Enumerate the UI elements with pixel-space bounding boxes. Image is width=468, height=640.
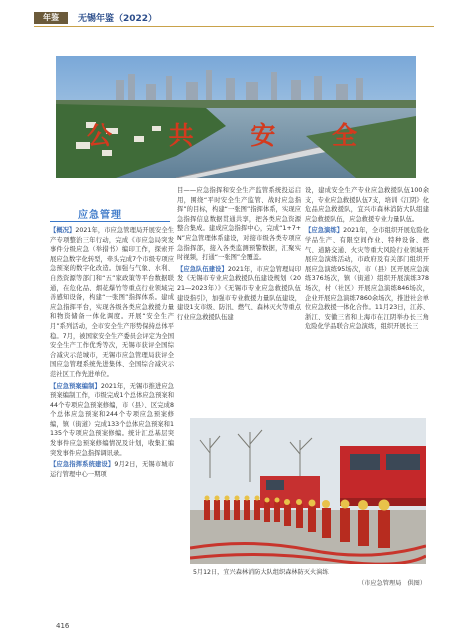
paragraph-text: 设，建成安全生产专业应急救援队伍100余支，专业应急救援队伍7支，培训《江阴》化危品应急救援队，宜兴市森林消防大队组建应急救援队伍，应急救援专业力量队伍。 xyxy=(305,187,429,223)
book-title: 无锡年鉴（2022） xyxy=(78,14,158,24)
header-rule xyxy=(34,26,434,27)
paragraph-text: 2021年，市应急管理局印发《无锡市专业应急救援队伍建设规划（2021—2023年）》《无锡市专业应急救援队伍建设指引》，加强市专业救援力量队伍建设，建设1支市级、防汛、燃气、森林灭火等重点行业应急救援队伍建 xyxy=(177,265,301,321)
paragraph-team-building xyxy=(177,265,301,323)
paragraph-heading: 【应急演练】 xyxy=(305,227,344,235)
paragraph-continued xyxy=(177,186,301,263)
paragraph-heading: 【应急预案编制】 xyxy=(50,382,101,390)
page-number: 416 xyxy=(56,622,70,630)
paragraph-overview xyxy=(50,226,174,380)
paragraph-plan-compilation xyxy=(50,382,174,459)
paragraph-continued xyxy=(305,186,429,224)
paragraph-heading: 【概况】 xyxy=(50,227,76,234)
text-column-2 xyxy=(177,186,301,322)
drill-photo-illustration xyxy=(190,418,426,564)
text-column-3 xyxy=(305,186,429,332)
photo-credit: （市应急管理局 供图） xyxy=(358,580,427,587)
page-header xyxy=(0,0,468,26)
section-title: 应急管理 xyxy=(78,210,122,221)
yearbook-logo: 年鉴 xyxy=(34,12,68,24)
paragraph-drills xyxy=(305,226,429,332)
banner-title: 公 共 安 全 xyxy=(86,121,382,150)
paragraph-text: 9月2日，无锡市城市运行管理中心一期项 xyxy=(50,461,174,478)
paragraph-heading: 【应急队伍建设】 xyxy=(177,265,228,273)
text-column-1 xyxy=(50,226,174,479)
paragraph-text: 2021年，市应急管理局开展安全生产专项整治三年行动，完成《市应急局突发事件分级应急（举措书）编印工作，探索开展应急数字化转型，牵头完成7个市级专项应急预案的数字化改造。加强与气象、水利、自然资源等部门和“五”家政策等平台数据联通，在危化品、烟花爆竹等重点行业领域完善感知设备，构建“一张图”指挥体系。建成应急指挥平台，实现各级各类应急救援力量和物资储备一体化调度。开展“安全生产月”系列活动，全市安全生产形势保持总体平稳。7月，被国家安全生产委员会评定为全国安全生产工作优秀等次，无锡市获评全国综合减灾示范城市，无锡市应急管理局获评全国应急管理系统先进集体、全国综合减灾示范社区工作先进单位。 xyxy=(50,227,174,378)
paragraph-heading: 【应急指挥系统建设】 xyxy=(50,461,115,469)
paragraph-text: 2021年，无锡市推进应急预案编制工作，市级完成1个总体应急预案和44个专项应急预案修编，市（县）、区完成8个总体应急预案和244个专项应急预案修编，镇（街道）完成133个总体应急预案和1135个专项应急预案修编。统计汇总基层突发事件应急预案修编情况及计划，收集汇编突发事件应急指挥调讯录。 xyxy=(50,382,174,457)
paragraph-text: 2021年，全市组织开展危险化学品生产、有限空间作业、特种设备、燃气、道路交通、火灾等重大风险行业领域开展应急演练活动，市政府及有关部门组织开展应急演练95场次，市（县）区开展应急演练376场次，镇（街道）组织开展演练378场次，村（社区）开展应急演练846场次，企业开展应急演练7860余场次，推进社会单位应急救援一体化合作。11月23日，江苏、浙江、安徽三省和上海市在江阴举办长三角危险化学品联合应急演练，组织开展长三 xyxy=(305,227,429,331)
paragraph-command-system xyxy=(50,460,174,479)
paragraph-text: 目——应急指挥和安全生产监管系统投运启用，围绕“平时安全生产监管、战时应急指挥”的目标，构建“一张图”指挥体系，实现应急指挥信息数据贯通共享，把各类应急资源整合集成。建成应急指挥中心，完成“1+7+N”应急管理体系建设，对接市级各类专项应急指挥部，接入各类监测预警数据，汇聚实时视频，打通“一张图”全覆盖。 xyxy=(177,187,301,262)
photo-caption: 5月12日，宜兴森林消防大队组织森林防灭火演练 xyxy=(193,569,329,576)
section-underline xyxy=(50,221,170,222)
drill-photo xyxy=(190,418,426,564)
